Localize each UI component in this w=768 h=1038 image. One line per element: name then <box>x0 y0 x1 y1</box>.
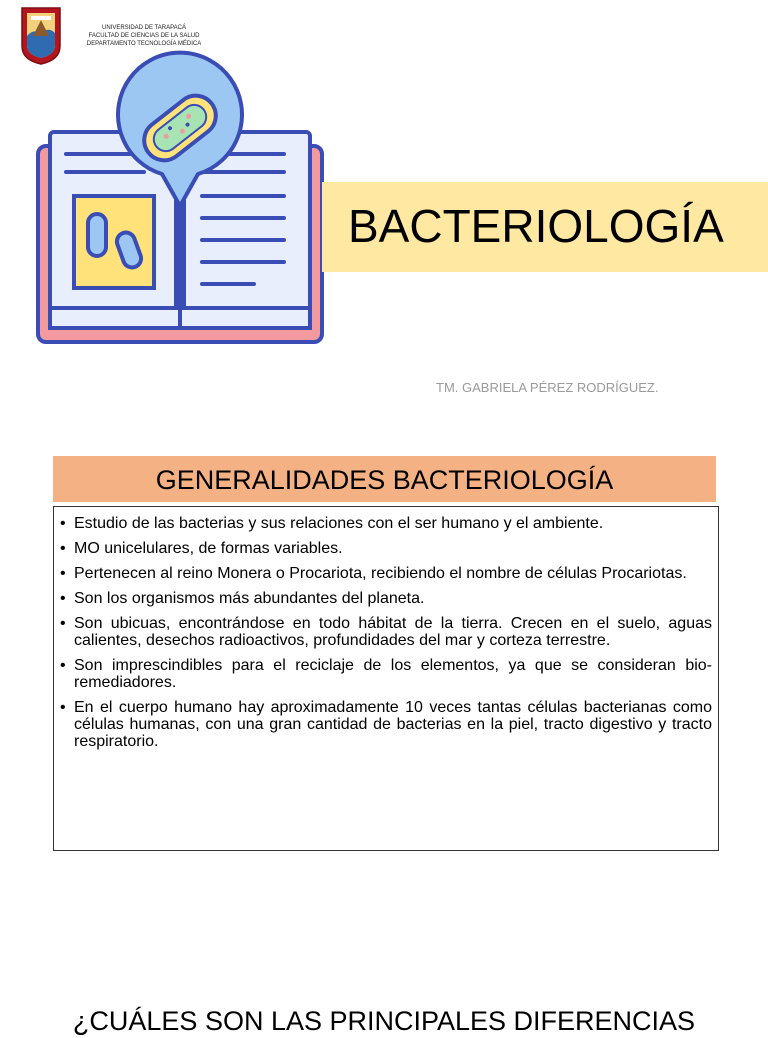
author-name: TM. GABRIELA PÉREZ RODRÍGUEZ. <box>436 380 659 395</box>
bullet-item: • Son los organismos más abundantes del planeta. <box>60 590 712 607</box>
institution-line: UNIVERSIDAD DE TARAPACÁ <box>101 25 187 31</box>
bullet-item: • En el cuerpo humano hay aproximadamente 10 veces tantas células bacterianas como células humanas, con una gran cantidad de bacterias en la piel, tracto digestivo y tracto respiratorio. <box>60 699 712 750</box>
bullet-list <box>60 515 712 750</box>
next-section-heading: ¿CUÁLES SON LAS PRINCIPALES DIFERENCIAS <box>72 1006 696 1036</box>
institution-line: FACULTAD DE CIENCIAS DE LA SALUD <box>88 33 200 39</box>
page-title: BACTERIOLOGÍA <box>348 200 724 252</box>
institution-line: DEPARTAMENTO TECNOLOGÍA MÉDICA <box>86 41 202 47</box>
institution-header <box>74 24 214 48</box>
book-bacteria-illustration <box>34 46 326 346</box>
bullet-item: • Son imprescindibles para el reciclaje de los elementos, ya que se consideran bio-remediadores. <box>60 657 712 691</box>
bullet-item: • Pertenecen al reino Monera o Procariota, recibiendo el nombre de células Procariotas. <box>60 565 712 582</box>
bullet-item: • MO unicelulares, de formas variables. <box>60 540 712 557</box>
generalities-box <box>53 506 719 851</box>
bullet-item: • Estudio de las bacterias y sus relaciones con el ser humano y el ambiente. <box>60 515 712 532</box>
bullet-item: • Son ubicuas, encontrándose en todo hábitat de la tierra. Crecen en el suelo, aguas calientes, desechos radioactivos, profundidades del mar y corteza terrestre. <box>60 615 712 649</box>
section-title: GENERALIDADES BACTERIOLOGÍA <box>155 465 614 495</box>
